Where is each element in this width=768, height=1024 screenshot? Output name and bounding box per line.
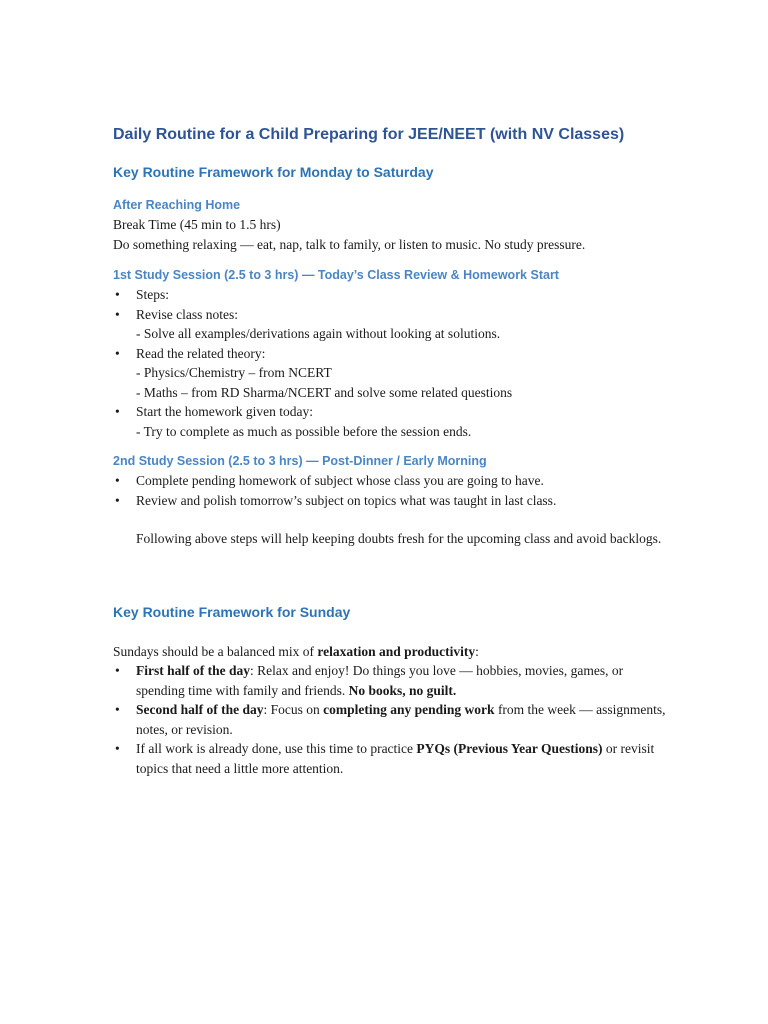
session2-list (113, 471, 673, 510)
document-page (113, 124, 673, 778)
list-item: • If all work is already done, use this time to practice PYQs (Previous Year Questions) or revisit topics that need a little more attention. (115, 741, 655, 776)
sunday-heading: Key Routine Framework for Sunday (113, 603, 351, 620)
weekday-heading: Key Routine Framework for Monday to Saturday (113, 164, 434, 180)
session2-heading: 2nd Study Session (2.5 to 3 hrs) — Post-Dinner / Early Morning (113, 454, 487, 468)
sub-item: - Physics/Chemistry – from NCERT (136, 365, 332, 380)
bullet-icon: • (115, 306, 120, 322)
list-item: • Review and polish tomorrow’s subject on topics what was taught in last class. (113, 491, 673, 511)
sunday-list (113, 661, 673, 778)
bullet-icon: • (115, 345, 120, 361)
bullet-icon: • (115, 741, 120, 756)
bullet-icon: • (115, 702, 120, 717)
bullet-icon: • (115, 492, 120, 508)
list-item: • Revise class notes: - Solve all examples/derivations again without looking at solutions. (113, 305, 673, 344)
session1-heading: 1st Study Session (2.5 to 3 hrs) — Today’s Class Review & Homework Start (113, 268, 559, 282)
bullet-icon: • (115, 663, 120, 678)
session2-note: Following above steps will help keeping doubts fresh for the upcoming class and avoid backlogs. (136, 531, 662, 546)
sunday-intro: Sundays should be a balanced mix of relaxation and productivity: (113, 643, 479, 659)
sub-item: - Solve all examples/derivations again without looking at solutions. (136, 326, 501, 341)
list-item: • First half of the day: Relax and enjoy! Do things you love — hobbies, movies, games, or spending time with family and friends. No books, no guilt. (115, 663, 624, 698)
sub-item: - Try to complete as much as possible before the session ends. (136, 423, 472, 439)
session1-list (113, 285, 673, 441)
document-title: Daily Routine for a Child Preparing for JEE/NEET (with NV Classes) (113, 126, 625, 143)
sub-item: - Maths – from RD Sharma/NCERT and solve some related questions (136, 384, 513, 400)
list-item: • Second half of the day: Focus on completing any pending work from the week — assignments, notes, or revision. (115, 702, 666, 737)
break-time-line: Break Time (45 min to 1.5 hrs) (113, 217, 281, 232)
list-item: • Read the related theory: - Physics/Chemistry – from NCERT - Maths – from RD Sharma/NCERT and solve some related questions (113, 344, 673, 403)
bullet-icon: • (115, 473, 120, 488)
list-item: • Complete pending homework of subject whose class you are going to have. (113, 471, 673, 491)
list-item: • Start the homework given today: - Try to complete as much as possible before the session ends. (113, 402, 673, 441)
bullet-icon: • (115, 287, 120, 302)
relax-line: Do something relaxing — eat, nap, talk to family, or listen to music. No study pressure. (113, 236, 586, 252)
list-item: • Steps: (113, 285, 673, 305)
after-home-heading: After Reaching Home (113, 198, 241, 212)
bullet-icon: • (115, 404, 120, 419)
